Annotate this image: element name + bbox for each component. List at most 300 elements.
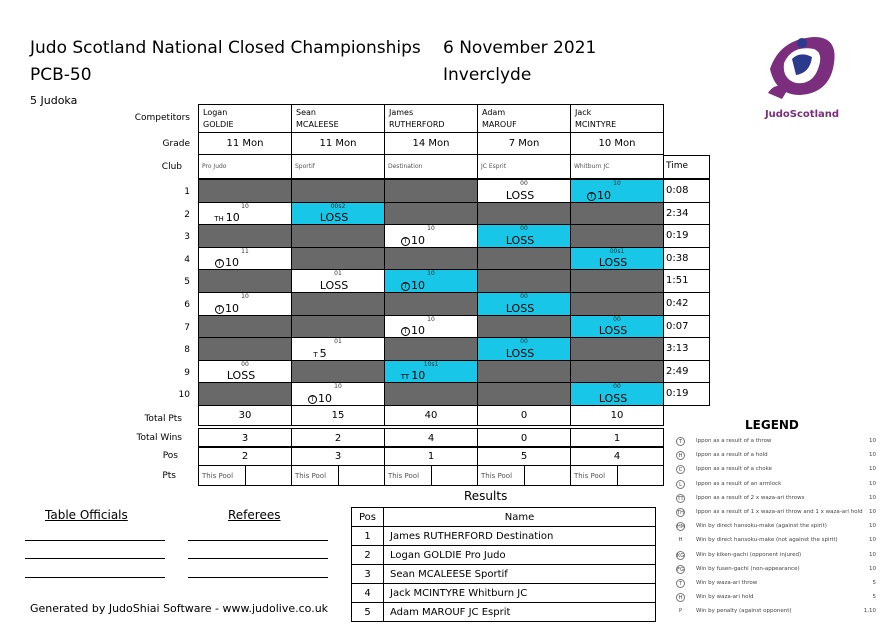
match-score: 00 — [613, 383, 621, 390]
results-header-row — [352, 508, 656, 527]
match-cell — [477, 360, 571, 383]
competitor-club-cell — [198, 154, 292, 179]
competitor-name-cell — [198, 104, 292, 133]
pool-pts-divider — [431, 466, 432, 485]
position: 4 — [613, 451, 621, 462]
match-score: 00 — [520, 293, 528, 300]
match-cell — [477, 337, 571, 361]
match-cell — [477, 269, 571, 293]
total-wins-cell — [291, 428, 385, 448]
match-cell — [198, 179, 292, 203]
match-result-text: 10 — [411, 324, 425, 337]
competitor-grade: 7 Mon — [508, 138, 540, 149]
results-row — [352, 527, 656, 546]
match-result — [567, 256, 659, 269]
competitor-grade: 11 Mon — [226, 138, 264, 149]
results-name: James RUTHERFORD Destination — [384, 527, 656, 546]
match-result-text: 10 — [225, 256, 239, 269]
legend-value: 10 — [869, 466, 876, 473]
legend-value: 10 — [869, 523, 876, 530]
competitor-first-name: Adam — [482, 108, 506, 117]
total-pts-cell — [570, 405, 664, 426]
total-pts: 10 — [610, 410, 624, 421]
match-result-text: LOSS — [319, 279, 349, 292]
legend-value: 10 — [869, 438, 876, 444]
match-result — [567, 392, 659, 405]
match-result — [195, 369, 287, 382]
legend-text: Ippon as a result of an armlock — [696, 480, 782, 487]
position: 5 — [520, 451, 528, 462]
match-time-cell — [663, 179, 710, 203]
legend-value: 10 — [869, 565, 876, 572]
pool-pts-divider — [245, 466, 246, 485]
competitor-grade-cell — [477, 132, 571, 155]
match-number: 1 — [184, 187, 190, 197]
results-row — [352, 546, 656, 565]
legend-row — [676, 579, 876, 591]
referees-label: Referees — [228, 508, 281, 522]
legend-row — [676, 451, 876, 463]
match-time: 0:19 — [666, 388, 689, 399]
competitor-club: Pro Judo — [202, 163, 227, 170]
match-cell — [384, 382, 478, 406]
pool-pts-cell — [291, 465, 385, 486]
match-cell — [384, 179, 478, 203]
total-wins: 0 — [520, 433, 528, 444]
results-row — [352, 565, 656, 584]
pool-pts-label: This Pool — [574, 472, 606, 480]
match-cell — [198, 247, 292, 270]
match-score: 11 — [241, 248, 249, 255]
match-score: 00 — [520, 338, 528, 345]
match-time: 2:49 — [666, 366, 689, 377]
results-pos: 5 — [352, 603, 384, 622]
match-number: 2 — [184, 210, 190, 220]
legend-text: Win by kiken-gachi (opponent injured) — [696, 551, 802, 558]
match-result-text: LOSS — [505, 234, 535, 247]
match-result-text: LOSS — [226, 369, 256, 382]
match-result — [367, 369, 459, 382]
position-cell — [477, 446, 571, 466]
legend-icon: H — [678, 537, 683, 544]
competitor-first-name: Logan — [203, 108, 228, 117]
match-cell — [291, 337, 385, 361]
total-pts: 30 — [238, 410, 252, 421]
pool-pts-label: This Pool — [202, 472, 234, 480]
results-name: Jack MCINTYRE Whitburn JC — [384, 584, 656, 603]
competitor-last-name: RUTHERFORD — [389, 120, 445, 129]
referee-line-1 — [188, 540, 328, 541]
match-cell — [291, 292, 385, 316]
match-cell — [291, 179, 385, 203]
match-cell — [570, 315, 664, 338]
pool-name: PCB-50 — [30, 65, 92, 85]
match-cell — [570, 202, 664, 225]
match-result-text: LOSS — [505, 189, 535, 202]
official-line-2 — [25, 558, 165, 559]
total-wins-cell — [198, 428, 292, 448]
total-pts-cell — [384, 405, 478, 426]
competitor-first-name: Jack — [575, 108, 592, 117]
competitor-name-cell — [477, 104, 571, 133]
match-score: 10 — [427, 316, 435, 323]
match-score: 00 — [241, 361, 249, 368]
match-cell — [570, 360, 664, 383]
match-score: 10 — [241, 293, 249, 300]
pool-pts-divider — [338, 466, 339, 485]
pool-pts-cell — [198, 465, 292, 486]
match-result — [181, 302, 273, 315]
legend-icon: TH — [677, 510, 684, 516]
match-cell — [477, 202, 571, 225]
legend-value: 10 — [869, 452, 876, 459]
match-score: 00 — [520, 180, 528, 187]
match-time: 0:42 — [666, 298, 689, 309]
results-title: Results — [464, 489, 508, 503]
legend-text: Win by fusen-gachi (non-appearance) — [696, 565, 800, 572]
judoscotland-logo — [762, 33, 842, 123]
match-result-text: 10 — [411, 369, 426, 382]
official-line-1 — [25, 540, 165, 541]
results-row — [352, 584, 656, 603]
competitor-last-name: MAROUF — [482, 120, 517, 129]
ippon-throw-icon: T — [215, 259, 224, 268]
competitor-last-name: MCALEESE — [296, 120, 339, 129]
score-type-icon: T — [313, 351, 318, 359]
results-col-name: Name — [384, 508, 656, 527]
total-wins: 4 — [427, 433, 435, 444]
referee-line-3 — [188, 577, 328, 578]
legend-row — [676, 480, 876, 492]
legend-icon: KG — [677, 552, 685, 559]
competitor-club-cell — [291, 154, 385, 179]
competitor-first-name: Sean — [296, 108, 316, 117]
position: 3 — [334, 451, 342, 462]
match-time-cell — [663, 292, 710, 316]
legend-value: 10 — [869, 480, 876, 487]
label-grade: Grade — [162, 139, 190, 149]
legend-value: 5 — [872, 594, 876, 601]
match-score: 01 — [334, 270, 342, 277]
match-cell — [198, 269, 292, 293]
match-result — [274, 347, 366, 360]
total-wins-cell — [477, 428, 571, 448]
match-score: 00s2 — [330, 203, 346, 210]
ippon-throw-icon: T — [215, 305, 224, 314]
legend-icon: P — [678, 608, 682, 615]
match-cell — [570, 179, 664, 203]
position: 1 — [427, 451, 435, 462]
competitor-grade: 10 Mon — [598, 138, 636, 149]
match-cell — [570, 337, 664, 361]
label-pts: Pts — [162, 471, 176, 481]
pool-pts-cell — [384, 465, 478, 486]
total-wins: 1 — [613, 433, 621, 444]
legend-text: Ippon as a result of a hold — [696, 452, 768, 459]
match-result-text: 10 — [411, 279, 425, 292]
match-cell — [570, 224, 664, 248]
total-wins: 3 — [241, 433, 249, 444]
match-result — [288, 211, 380, 224]
legend-row — [676, 522, 876, 534]
label-pos: Pos — [162, 451, 178, 461]
legend-value: 10 — [869, 494, 876, 501]
total-pts-cell — [291, 405, 385, 426]
match-score: 10 — [427, 225, 435, 232]
legend-value: 1,10 — [863, 608, 876, 615]
pool-pts-label: This Pool — [481, 472, 513, 480]
match-cell — [477, 382, 571, 406]
match-time: 2:34 — [666, 208, 689, 219]
match-cell — [384, 315, 478, 338]
match-cell — [198, 315, 292, 338]
ippon-throw-icon: T — [401, 327, 410, 336]
legend-title: LEGEND — [745, 418, 799, 432]
match-cell — [291, 382, 385, 406]
competitor-last-name: GOLDIE — [203, 120, 234, 129]
match-cell — [477, 224, 571, 248]
match-result — [553, 189, 645, 202]
judoka-count: 5 Judoka — [30, 94, 78, 107]
time-header — [663, 155, 710, 179]
legend-text: Win by direct hansoku-make (not against the spirit) — [696, 537, 838, 544]
match-cell — [570, 269, 664, 293]
results-name: Sean MCALEESE Sportif — [384, 565, 656, 584]
position-cell — [384, 446, 478, 466]
match-number: 3 — [184, 232, 190, 242]
match-result-text: 10 — [225, 302, 239, 315]
match-cell — [384, 224, 478, 248]
legend-icon: TT — [677, 495, 684, 502]
competitor-club: Whitburn JC — [574, 163, 610, 170]
match-time: 3:13 — [666, 343, 689, 354]
match-cell — [570, 292, 664, 316]
total-pts: 15 — [331, 410, 345, 421]
match-cell — [477, 292, 571, 316]
match-result-text: 5 — [319, 347, 327, 360]
results-pos: 4 — [352, 584, 384, 603]
competitor-club-cell — [570, 154, 664, 179]
legend-icon: T — [676, 579, 685, 588]
match-result — [367, 324, 459, 337]
results-pos: 2 — [352, 546, 384, 565]
total-wins-cell — [384, 428, 478, 448]
match-cell — [291, 202, 385, 225]
match-number: 5 — [184, 277, 190, 287]
match-time-cell — [663, 224, 710, 248]
pool-pts-label: This Pool — [295, 472, 327, 480]
event-date: 6 November 2021 — [443, 38, 597, 58]
competitor-club: Sportif — [295, 163, 315, 170]
legend-icon: H — [676, 451, 685, 460]
match-result-text: LOSS — [598, 256, 628, 269]
competitor-club: JC Esprit — [481, 163, 507, 170]
match-number: 7 — [184, 323, 190, 333]
legend-text: Ippon as a result of a choke — [696, 466, 773, 473]
match-score: 10s1 — [423, 361, 439, 368]
match-cell — [198, 292, 292, 316]
ippon-throw-icon: T — [401, 237, 410, 246]
legend-icon: HM — [677, 524, 686, 531]
total-pts-cell — [477, 405, 571, 426]
competitor-club-cell — [477, 154, 571, 179]
legend-row — [676, 508, 876, 520]
match-result-text: LOSS — [598, 392, 628, 405]
total-pts-cell — [198, 405, 292, 426]
match-result-text: LOSS — [505, 302, 535, 315]
event-location: Inverclyde — [443, 65, 532, 85]
match-number: 4 — [184, 255, 190, 265]
match-result-text: 10 — [225, 211, 240, 224]
legend-icon: C — [676, 465, 685, 474]
legend-row — [676, 437, 876, 449]
score-type-icon: TH — [214, 215, 224, 223]
match-result-text: LOSS — [598, 324, 628, 337]
pool-pts-label: This Pool — [388, 472, 420, 480]
competitor-grade-cell — [570, 132, 664, 155]
match-result — [367, 279, 459, 292]
results-row — [352, 603, 656, 622]
time-header-label: Time — [666, 161, 689, 171]
match-result-text: 10 — [318, 392, 332, 405]
label-club: Club — [161, 162, 182, 172]
legend-icon: H — [676, 593, 685, 602]
competitor-club: Destination — [388, 163, 423, 170]
match-time: 1:51 — [666, 275, 689, 286]
match-time-cell — [663, 360, 710, 383]
match-result-text: LOSS — [319, 211, 349, 224]
position-cell — [570, 446, 664, 466]
match-result — [367, 234, 459, 247]
match-score: 10 — [241, 203, 249, 210]
legend-icon: T — [676, 437, 685, 446]
pool-pts-divider — [524, 466, 525, 485]
table-officials-label: Table Officials — [45, 508, 128, 522]
logo-text: JudoScotland — [764, 109, 840, 120]
competitor-club-cell — [384, 154, 478, 179]
match-result — [274, 392, 366, 405]
match-result-text: 10 — [597, 189, 611, 202]
position-cell — [291, 446, 385, 466]
legend-row — [676, 536, 876, 548]
match-time-cell — [663, 382, 710, 406]
legend-row — [676, 465, 876, 477]
competitor-grade-cell — [384, 132, 478, 155]
label-total-wins: Total Wins — [136, 433, 182, 443]
score-type-icon: TT — [400, 373, 410, 381]
match-result — [567, 324, 659, 337]
competitor-grade-cell — [198, 132, 292, 155]
legend-row — [676, 565, 876, 577]
logo-emblem-icon — [762, 33, 842, 105]
match-cell — [291, 247, 385, 270]
legend-value: 10 — [869, 509, 876, 515]
ippon-throw-icon: T — [308, 395, 317, 404]
competitor-grade: 11 Mon — [319, 138, 357, 149]
legend-text: Ippon as a result of 1 x waza-ari throw and 1 x waza-ari hold — [696, 509, 863, 515]
match-time: 0:07 — [666, 321, 689, 332]
match-cell — [384, 202, 478, 225]
total-wins-cell — [570, 428, 664, 448]
legend-value: 10 — [869, 551, 876, 558]
competitor-grade-cell — [291, 132, 385, 155]
legend-text: Win by penalty (against opponent) — [696, 608, 792, 615]
match-result-text: LOSS — [505, 347, 535, 360]
competitor-name-cell — [570, 104, 664, 133]
match-time: 0:08 — [666, 185, 689, 196]
match-cell — [384, 360, 478, 383]
match-score: 00 — [613, 316, 621, 323]
match-cell — [477, 247, 571, 270]
match-cell — [384, 292, 478, 316]
legend-text: Ippon as a result of a throw — [696, 438, 772, 444]
match-result — [474, 234, 566, 247]
match-time: 0:19 — [666, 230, 689, 241]
pool-pts-cell — [477, 465, 571, 486]
match-score: 10 — [334, 383, 342, 390]
match-score: 00s1 — [609, 248, 625, 255]
legend-icon: L — [676, 480, 685, 489]
legend-text: Win by waza-ari hold — [696, 594, 754, 601]
legend-row — [676, 593, 876, 605]
match-cell — [570, 247, 664, 270]
legend-row — [676, 551, 876, 563]
results-col-pos: Pos — [352, 508, 384, 527]
legend-row — [676, 607, 876, 619]
legend-text: Ippon as a result of 2 x waza-ari throws — [696, 494, 805, 501]
competitor-name-cell — [384, 104, 478, 133]
official-line-3 — [25, 577, 165, 578]
match-time-cell — [663, 315, 710, 338]
match-time-cell — [663, 269, 710, 293]
competitor-first-name: James — [389, 108, 414, 117]
match-result — [474, 302, 566, 315]
ippon-throw-icon: T — [401, 282, 410, 291]
competitor-last-name: MCINTYRE — [575, 120, 617, 129]
match-cell — [198, 224, 292, 248]
legend-value: 10 — [869, 537, 876, 544]
match-cell — [198, 360, 292, 383]
label-total-pts: Total Pts — [144, 414, 182, 424]
match-number: 9 — [184, 368, 190, 378]
match-score: 10 — [613, 180, 621, 187]
match-time-cell — [663, 337, 710, 361]
legend-row — [676, 494, 876, 506]
match-cell — [384, 269, 478, 293]
competitor-name-cell — [291, 104, 385, 133]
match-result — [181, 256, 273, 269]
match-score: 10 — [427, 270, 435, 277]
competitor-grade: 14 Mon — [412, 138, 450, 149]
legend-icon: FG — [677, 566, 684, 573]
match-result — [181, 211, 273, 224]
position-cell — [198, 446, 292, 466]
match-time-cell — [663, 247, 710, 270]
match-number: 6 — [184, 300, 190, 310]
match-cell — [570, 382, 664, 406]
results-name: Logan GOLDIE Pro Judo — [384, 546, 656, 565]
match-time-cell — [663, 202, 710, 225]
total-pts: 40 — [424, 410, 438, 421]
legend-text: Win by waza-ari throw — [696, 580, 758, 586]
results-name: Adam MAROUF JC Esprit — [384, 603, 656, 622]
match-score: 01 — [334, 338, 342, 345]
match-cell — [384, 337, 478, 361]
total-wins: 2 — [334, 433, 342, 444]
match-cell — [477, 315, 571, 338]
match-result-text: 10 — [411, 234, 425, 247]
total-pts: 0 — [520, 410, 528, 421]
